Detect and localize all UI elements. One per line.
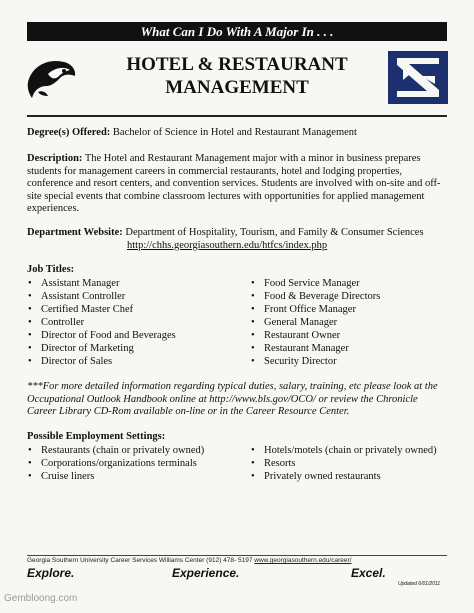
resources-note: ***For more detailed information regarding typical duties, salary, training, etc please look at the Occupational Outlook Handbook online at http://www.bls.gov/OCO/ or review the Chronicle Career Library CD-Rom available on-line or in the Career Resource Center. <box>27 381 438 417</box>
header-banner: What Can I Do With A Major In . . . <box>27 22 447 41</box>
job-title-item: • Director of Marketing <box>27 342 237 355</box>
description-label: Description: <box>27 153 83 164</box>
employment-setting-item: • Corporations/organizations terminals <box>27 457 242 470</box>
major-title-line2: MANAGEMENT <box>165 77 309 98</box>
footer-career-link[interactable]: www.georgiasouthern.edu/career/ <box>254 557 352 564</box>
degree-section <box>27 127 449 140</box>
footer-contact-text: Georgia Southern University Career Services Williams Center (912) 478- 5197 <box>27 557 253 564</box>
degree-label: Degree(s) Offered: <box>27 127 111 138</box>
job-title-item: • Restaurant Owner <box>250 329 450 342</box>
employment-setting-item: • Hotels/motels (chain or privately owned) <box>250 444 450 457</box>
major-title-line1: HOTEL & RESTAURANT <box>126 54 348 75</box>
job-titles-heading: Job Titles: <box>27 264 75 275</box>
department-section <box>27 227 449 252</box>
updated-date: Updated 6/01/2011 <box>398 581 441 587</box>
employment-setting-item: • Restaurants (chain or privately owned) <box>27 444 242 457</box>
job-title-item: • General Manager <box>250 316 450 329</box>
watermark-text: Gembloong.com <box>4 593 78 604</box>
job-title-item: • Security Director <box>250 355 450 368</box>
job-title-item: • Assistant Manager <box>27 277 237 290</box>
major-title <box>95 53 379 99</box>
tagline-experience: Experience. <box>172 566 240 580</box>
department-label: Department Website: <box>27 227 123 238</box>
employment-setting-item: • Cruise liners <box>27 470 242 483</box>
department-link[interactable]: http://chhs.georgiasouthern.edu/htfcs/index.php <box>127 239 328 251</box>
job-title-item: • Food & Beverage Directors <box>250 290 450 303</box>
employment-left-list <box>27 444 242 483</box>
job-title-item: • Director of Food and Beverages <box>27 329 237 342</box>
description-text: The Hotel and Restaurant Management major with a minor in business prepares students for management careers in commercial restaurants, hotel and lodging properties, conference and resort centers, and convention services. Students are involved with on-site and off-site special events that combine classroom lectures with opportunities for applied management experiences. <box>27 153 441 214</box>
employment-right-list <box>250 444 450 483</box>
footer-contact <box>27 557 351 564</box>
tagline-excel: Excel. <box>351 566 386 580</box>
tagline-explore: Explore. <box>27 566 75 580</box>
job-title-item: • Certified Master Chef <box>27 303 237 316</box>
employment-setting-item: • Resorts <box>250 457 450 470</box>
job-title-item: • Food Service Manager <box>250 277 450 290</box>
georgia-southern-logo-icon <box>387 50 449 105</box>
department-name: Department of Hospitality, Tourism, and Family & Consumer Sciences <box>125 227 424 238</box>
employment-heading: Possible Employment Settings: <box>27 431 166 442</box>
job-title-item: • Restaurant Manager <box>250 342 450 355</box>
degree-value: Bachelor of Science in Hotel and Restaurant Management <box>112 127 357 138</box>
description-section <box>27 153 449 216</box>
job-titles-right-list <box>250 277 450 368</box>
employment-setting-item: • Privately owned restaurants <box>250 470 450 483</box>
footer-rule <box>27 555 447 556</box>
job-title-item: • Controller <box>27 316 237 329</box>
job-titles-left-list <box>27 277 237 368</box>
eagle-logo-icon <box>26 52 78 104</box>
job-title-item: • Front Office Manager <box>250 303 450 316</box>
title-rule <box>27 115 447 117</box>
job-title-item: • Director of Sales <box>27 355 237 368</box>
job-title-item: • Assistant Controller <box>27 290 237 303</box>
